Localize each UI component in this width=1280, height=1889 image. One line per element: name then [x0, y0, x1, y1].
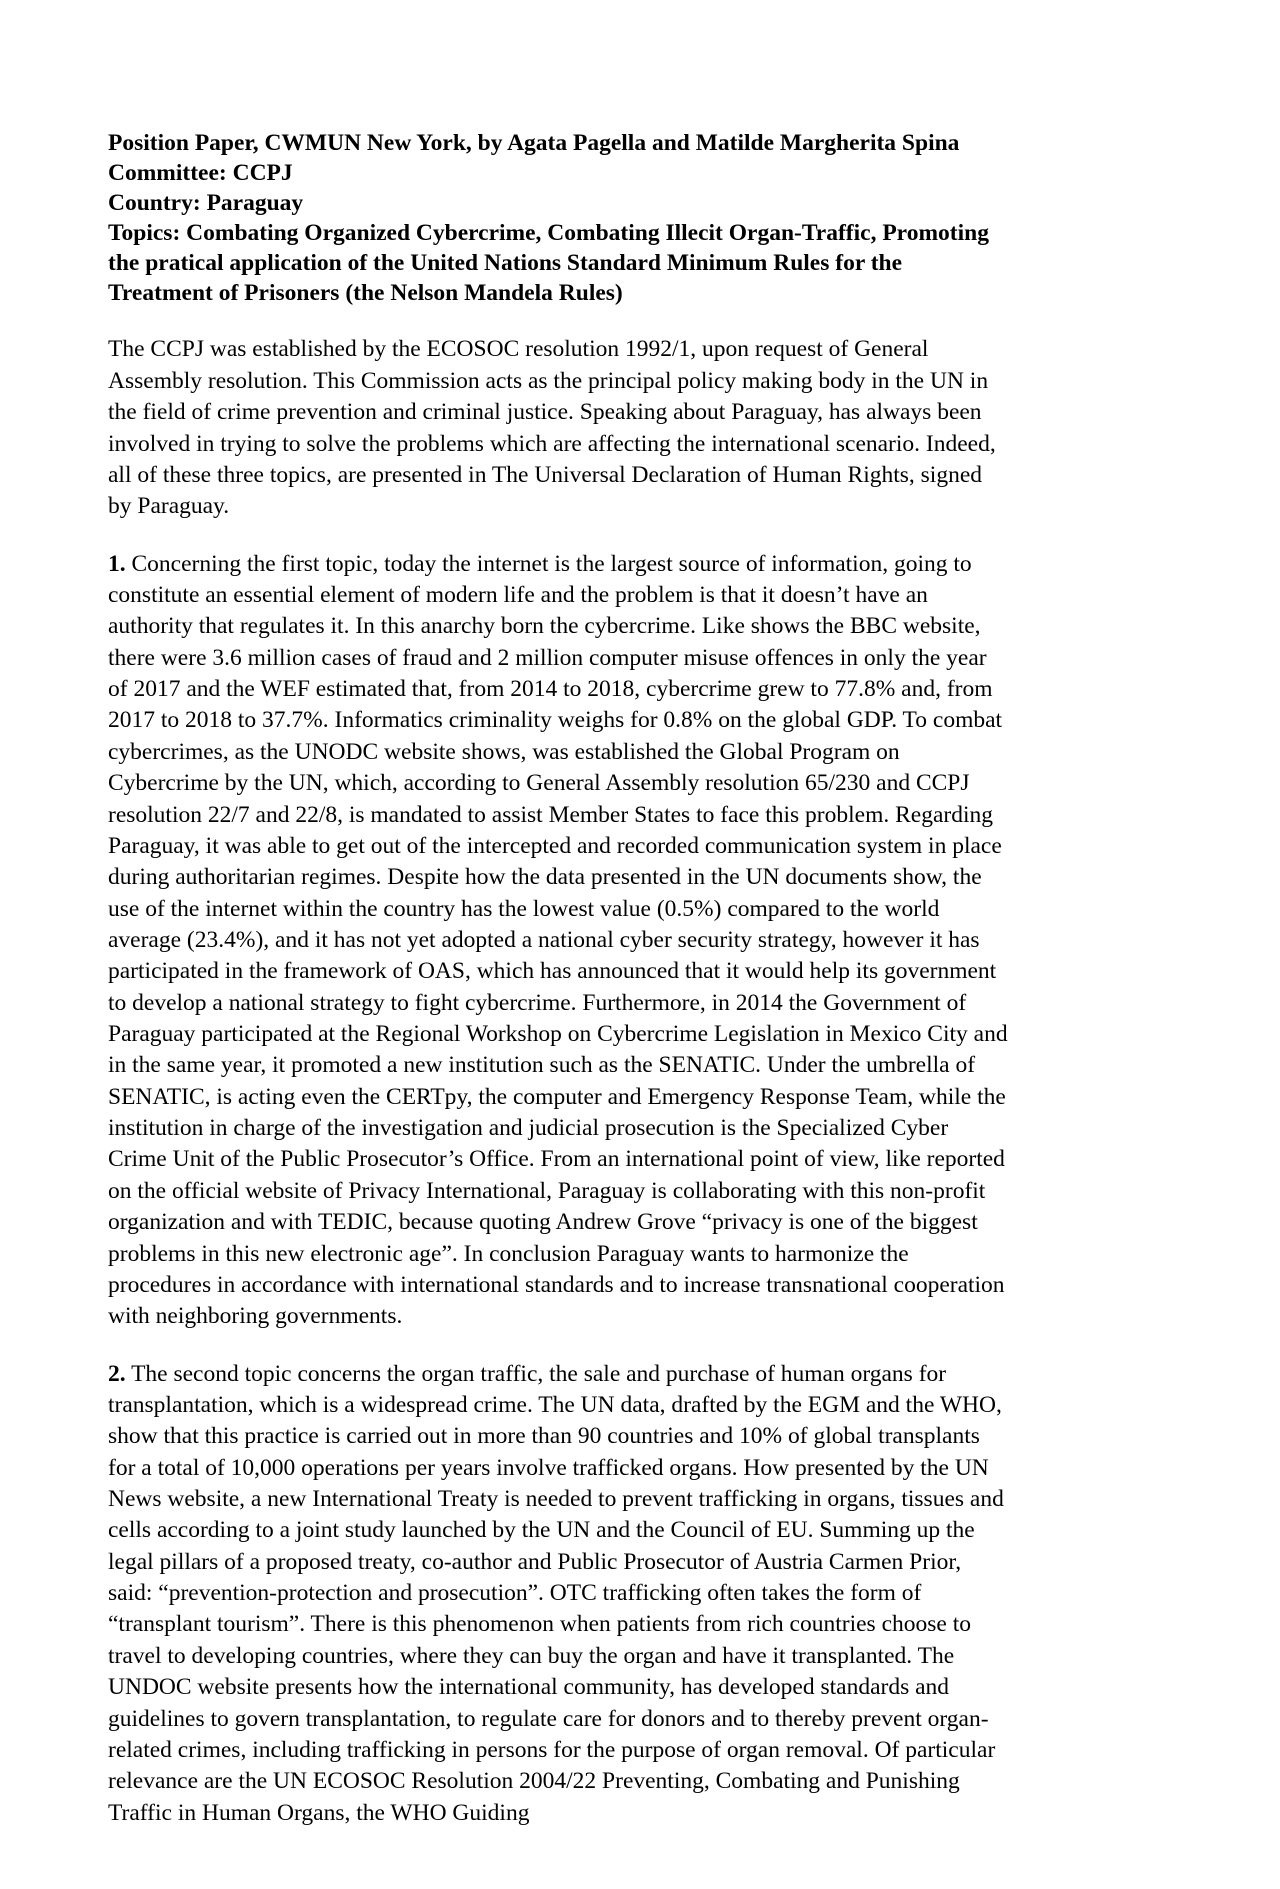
paragraph-2-marker: 2.	[108, 1360, 126, 1387]
paragraph-topic-1	[108, 549, 1008, 1333]
document-header	[108, 128, 1008, 308]
header-committee-line: Committee: CCPJ	[108, 160, 293, 187]
paragraph-1-marker: 1.	[108, 550, 126, 577]
header-country-line: Country: Paraguay	[108, 190, 304, 217]
paragraph-intro	[108, 334, 1008, 522]
paragraph-1-text: Concerning the first topic, today the internet is the largest source of information, going to constitute an essential element of modern life and the problem is that it doesn’t have an authority that regulates it. In this anarchy born the cybercrime. Like shows the BBC website, there were 3.6 million cases of fraud and 2 million computer misuse offences in only the year of 2017 and the WEF estimated that, from 2014 to 2018, cybercrime grew to 77.8% and, from 2017 to 2018 to 37.7%. Informatics criminality weighs for 0.8% on the global GDP. To combat cybercrimes, as the UNODC website shows, was established the Global Program on Cybercrime by the UN, which, according to General Assembly resolution 65/230 and CCPJ resolution 22/7 and 22/8, is mandated to assist Member States to face this problem. Regarding Paraguay, it was able to get out of the intercepted and recorded communication system in place during authoritarian regimes. Despite how the data presented in the UN documents show, the use of the internet within the country has the lowest value (0.5%) compared to the world average (23.4%), and it has not yet adopted a national cyber security strategy, however it has participated in the framework of OAS, which has announced that it would help its government to develop a national strategy to fight cybercrime. Furthermore, in 2014 the Government of Paraguay participated at the Regional Workshop on Cybercrime Legislation in Mexico City and in the same year, it promoted a new institution such as the SENATIC. Under the umbrella of SENATIC, is acting even the CERTpy, the computer and Emergency Response Team, while the institution in charge of the investigation and judicial prosecution is the Specialized Cyber Crime Unit of the Public Prosecutor’s Office. From an international point of view, like reported on the official website of Privacy International, Paraguay is collaborating with this non-profit organization and with TEDIC, because quoting Andrew Grove “privacy is one of the biggest problems in this new electronic age”. In conclusion Paraguay wants to harmonize the procedures in accordance with international standards and to increase transnational cooperation with neighboring governments.	[108, 550, 1008, 1330]
paragraph-topic-2	[108, 1359, 1008, 1829]
header-topics-line: Topics: Combating Organized Cybercrime, Combating Illecit Organ-Traffic, Promoting the pratical application of the United Nations Standard Minimum Rules for the Treatment of Prisoners (the Nelson Mandela Rules)	[108, 220, 989, 307]
header-title-line: Position Paper, CWMUN New York, by Agata Pagella and Matilde Margherita Spina	[108, 130, 960, 156]
document-body	[108, 128, 1008, 1829]
paragraph-2-text: The second topic concerns the organ traffic, the sale and purchase of human organs for transplantation, which is a widespread crime. The UN data, drafted by the EGM and the WHO, show that this practice is carried out in more than 90 countries and 10% of global transplants for a total of 10,000 operations per years involve trafficked organs. How presented by the UN News website, a new International Treaty is needed to prevent trafficking in organs, tissues and cells according to a joint study launched by the UN and the Council of EU. Summing up the legal pillars of a proposed treaty, co-author and Public Prosecutor of Austria Carmen Prior, said: “prevention-protection and prosecution”. OTC trafficking often takes the form of “transplant tourism”. There is this phenomenon when patients from rich countries choose to travel to developing countries, where they can buy the organ and have it transplanted. The UNDOC website presents how the international community, has developed standards and guidelines to govern transplantation, to regulate care for donors and to thereby prevent organ-related crimes, including trafficking in persons for the purpose of organ removal. Of particular relevance are the UN ECOSOC Resolution 2004/22 Preventing, Combating and Punishing Traffic in Human Organs, the WHO Guiding	[108, 1360, 1004, 1826]
paragraph-intro-text: The CCPJ was established by the ECOSOC resolution 1992/1, upon request of General Assembly resolution. This Commission acts as the principal policy making body in the UN in the field of crime prevention and criminal justice. Speaking about Paraguay, has always been involved in trying to solve the problems which are affecting the international scenario. Indeed, all of these three topics, are presented in The Universal Declaration of Human Rights, signed by Paraguay.	[108, 336, 996, 520]
